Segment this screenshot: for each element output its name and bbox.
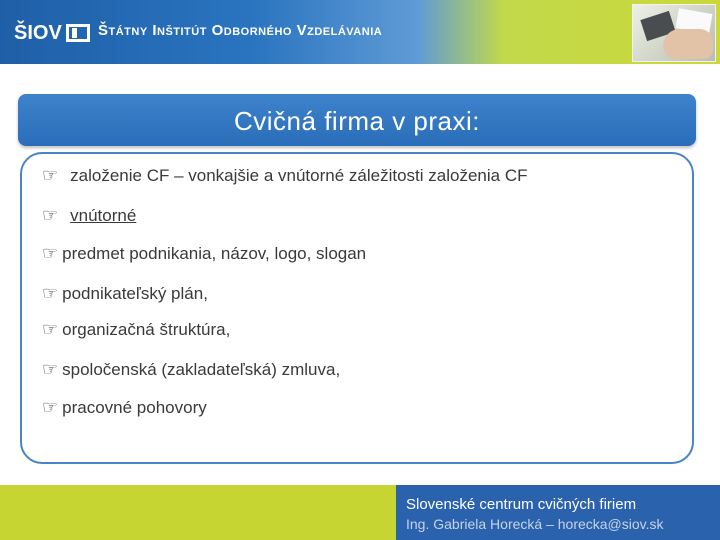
list-item-label: vnútorné (70, 206, 137, 225)
slide-title: Cvičná firma v praxi: (234, 106, 480, 136)
list-item (42, 320, 230, 340)
list-item (42, 244, 366, 264)
pointing-hand-icon: ☞ (42, 165, 59, 186)
list-item (42, 166, 527, 186)
list-item-label: predmet podnikania, názov, logo, slogan (62, 244, 367, 263)
pointing-hand-icon: ☞ (42, 319, 59, 340)
list-item (42, 360, 340, 380)
pointing-hand-icon: ☞ (42, 283, 59, 304)
footer-organization: Slovenské centrum cvičných firiem (406, 496, 637, 513)
hand-with-calculator-photo (632, 4, 716, 62)
slide-title-bar (18, 94, 696, 146)
logo-box-icon (66, 24, 90, 42)
footer-contact: Ing. Gabriela Horecká – horecka@siov.sk (406, 516, 664, 532)
pointing-hand-icon: ☞ (42, 359, 59, 380)
pointing-hand-icon: ☞ (42, 397, 59, 418)
list-item-label: spoločenská (zakladateľská) zmluva, (62, 360, 341, 379)
siov-logo (14, 20, 90, 46)
list-item (42, 284, 208, 304)
pointing-hand-icon: ☞ (42, 205, 59, 226)
pointing-hand-icon: ☞ (42, 243, 59, 264)
list-item-label: založenie CF – vonkajšie a vnútorné záležitosti založenia CF (70, 166, 528, 185)
list-item (42, 398, 207, 418)
list-item (42, 206, 136, 226)
institute-name: Štátny Inštitút Odborného Vzdelávania (98, 22, 383, 39)
list-item-label: organizačná štruktúra, (62, 320, 231, 339)
logo-text: ŠIOV (14, 21, 62, 44)
list-item-label: pracovné pohovory (62, 398, 207, 417)
list-item-label: podnikateľský plán, (62, 284, 208, 303)
header-banner (0, 0, 720, 64)
